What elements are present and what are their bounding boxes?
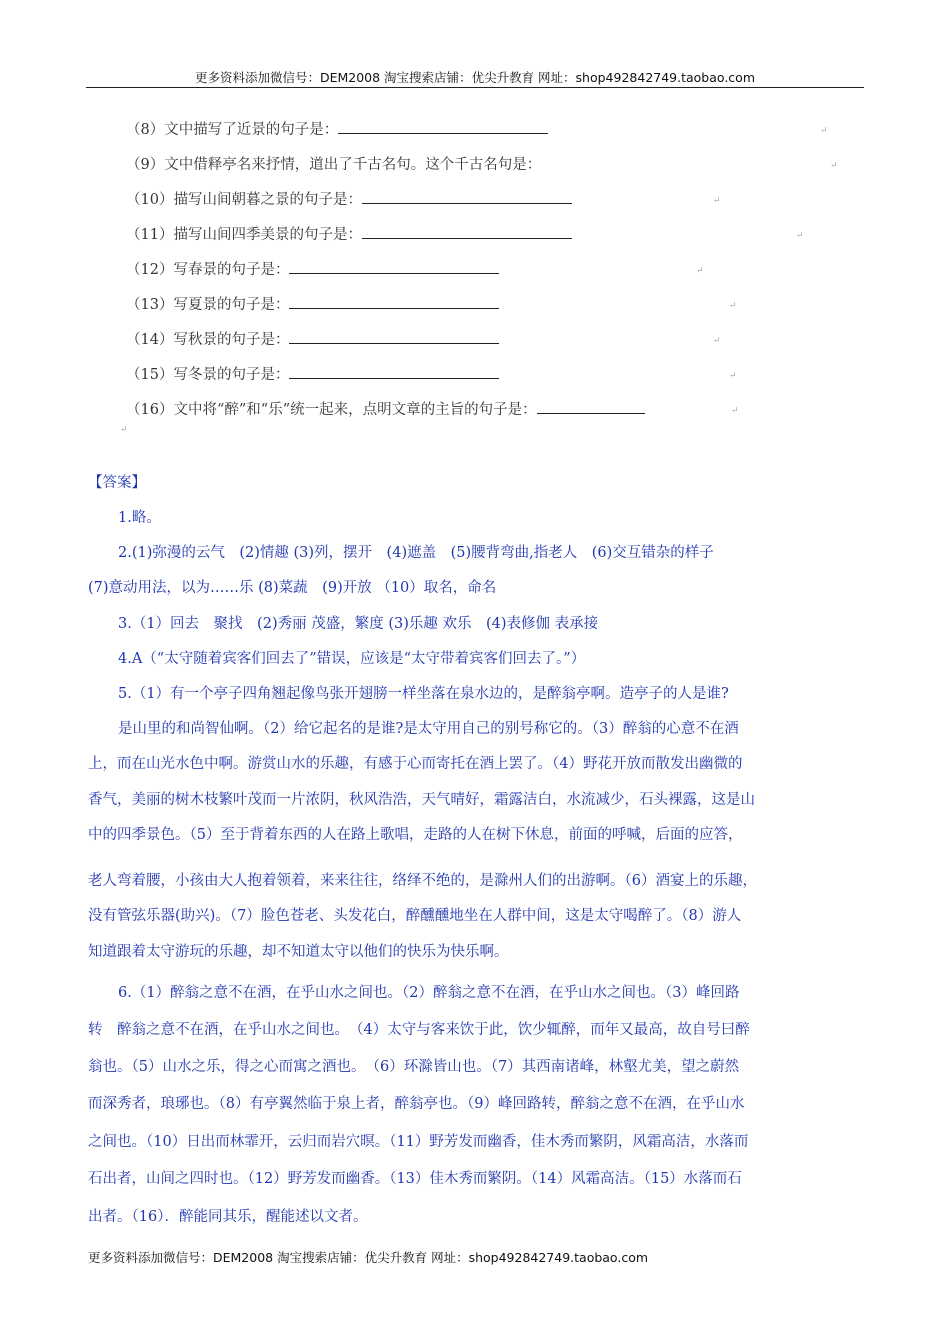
answer-blank[interactable] <box>362 189 572 204</box>
paragraph-mark: ↵ <box>713 196 721 206</box>
question-9: （9）文中借释亭名来抒情，道出了千古名句。这个千古名句是： <box>126 157 542 173</box>
answer-blank[interactable] <box>289 364 499 379</box>
answer-blank[interactable] <box>289 329 499 344</box>
question-text: （16）文中将“醉”和“乐”统一起来，点明文章的主旨的句子是： <box>126 402 537 418</box>
question-11 <box>126 223 572 244</box>
page-footer: 更多资料添加微信号：DEM2008 淘宝搜索店铺：优尖升教育 网址：shop492842749.taobao.com <box>88 1250 649 1265</box>
answer-line: 5.（1）有一个亭子四角翘起像鸟张开翅膀一样坐落在泉水边的，是醉翁亭啊。造亭子的人是谁? <box>118 686 729 702</box>
paragraph-mark: ↵ <box>696 266 704 276</box>
paragraph-mark: ↵ <box>830 161 838 171</box>
paragraph-mark: ↵ <box>796 231 804 241</box>
answer-blank[interactable] <box>362 224 572 239</box>
paragraph-mark: ↵ <box>731 406 739 416</box>
question-text: （10）描写山间朝暮之景的句子是： <box>126 192 362 208</box>
answer-line: 香气，美丽的树木枝繁叶茂而一片浓阴，秋风浩浩，天气晴好，霜露洁白，水流减少，石头裸露，这是山 <box>88 792 755 808</box>
question-text: （11）描写山间四季美景的句子是： <box>126 227 362 243</box>
question-text: （12）写春景的句子是： <box>126 262 290 278</box>
question-text: （13）写夏景的句子是： <box>126 297 290 313</box>
answer-line: 6.（1）醉翁之意不在酒，在乎山水之间也。（2）醉翁之意不在酒，在乎山水之间也。（3）峰回路 <box>118 985 740 1001</box>
answer-line: 中的四季景色。（5）至于背着东西的人在路上歌唱，走路的人在树下休息，前面的呼喊，后面的应答， <box>88 827 743 843</box>
paragraph-mark: ↵ <box>820 126 828 136</box>
answer-blank[interactable] <box>289 294 499 309</box>
paragraph-mark: ↵ <box>729 371 737 381</box>
answer-line: (7)意动用法，以为……乐 (8)菜蔬 (9)开放 （10）取名，命名 <box>88 580 497 596</box>
question-10 <box>126 188 572 209</box>
question-13 <box>126 293 499 314</box>
answer-line: 4.A（“太守随着宾客们回去了”错误，应该是“太守带着宾客们回去了。”） <box>118 651 586 667</box>
page-header: 更多资料添加微信号：DEM2008 淘宝搜索店铺：优尖升教育 网址：shop492842749.taobao.com <box>194 70 756 85</box>
answer-line: 老人弯着腰，小孩由大人抱着领着，来来往往，络绎不绝的，是滁州人们的出游啊。（6）酒宴上的乐趣， <box>88 873 757 889</box>
answer-heading: 【答案】 <box>88 475 146 491</box>
question-14 <box>126 328 499 349</box>
answer-blank[interactable] <box>289 259 499 274</box>
answer-line: 知道跟着太守游玩的乐趣，却不知道太守以他们的快乐为快乐啊。 <box>88 944 509 960</box>
question-12 <box>126 258 499 279</box>
answer-line: 上，而在山光水色中啊。游赏山水的乐趣，有感于心而寄托在酒上罢了。（4）野花开放而散发出幽微的 <box>88 756 743 772</box>
answer-line: 而深秀者，琅琊也。（8）有亭翼然临于泉上者，醉翁亭也。（9）峰回路转，醉翁之意不在酒，在乎山水 <box>88 1096 745 1112</box>
answer-blank[interactable] <box>338 119 548 134</box>
answer-line: 3.（1）回去 聚找 (2)秀丽 茂盛，繁度 (3)乐趣 欢乐 (4)表修伽 表承接 <box>118 616 599 632</box>
question-text: （8）文中描写了近景的句子是： <box>126 122 339 138</box>
answer-line: 是山里的和尚智仙啊。（2）给它起名的是谁?是太守用自己的别号称它的。（3）醉翁的心意不在酒 <box>118 721 739 737</box>
answer-line: 没有管弦乐器(助兴)。（7）脸色苍老、头发花白，醉醺醺地坐在人群中间，这是太守喝醉了。（8）游人 <box>88 908 742 924</box>
question-16 <box>126 398 645 419</box>
question-text: （15）写冬景的句子是： <box>126 367 290 383</box>
question-8 <box>126 118 548 139</box>
answer-line: 出者。（16）．醉能同其乐，醒能述以文者。 <box>88 1209 368 1225</box>
header-divider <box>86 87 864 88</box>
paragraph-mark: ↵ <box>713 336 721 346</box>
answer-line: 2.(1)弥漫的云气 (2)情趣 (3)列，摆开 (4)遮盖 (5)腰背弯曲,指老人 (6)交互错杂的样子 <box>118 545 714 561</box>
question-text: （14）写秋景的句子是： <box>126 332 290 348</box>
paragraph-mark: ↵ <box>120 425 128 435</box>
answer-line: 之间也。（10）日出而林霏开，云归而岩穴暝。（11）野芳发而幽香，佳木秀而繁阴，风霜高洁，水落而 <box>88 1134 749 1150</box>
answer-line: 翁也。（5）山水之乐，得之心而寓之酒也。 （6）环滁皆山也。（7）其西南诸峰，林壑尤美，望之蔚然 <box>88 1059 740 1075</box>
answer-line: 1.略。 <box>118 510 161 526</box>
question-15 <box>126 363 499 384</box>
answer-line: 石出者，山间之四时也。（12）野芳发而幽香。（13）佳木秀而繁阴。（14）风霜高洁。（15）水落而石 <box>88 1171 742 1187</box>
answer-blank[interactable] <box>537 399 645 414</box>
paragraph-mark: ↵ <box>729 301 737 311</box>
answer-line: 转 醉翁之意不在酒，在乎山水之间也。 （4）太守与客来饮于此，饮少辄醉，而年又最高，故自号曰醉 <box>88 1022 750 1038</box>
